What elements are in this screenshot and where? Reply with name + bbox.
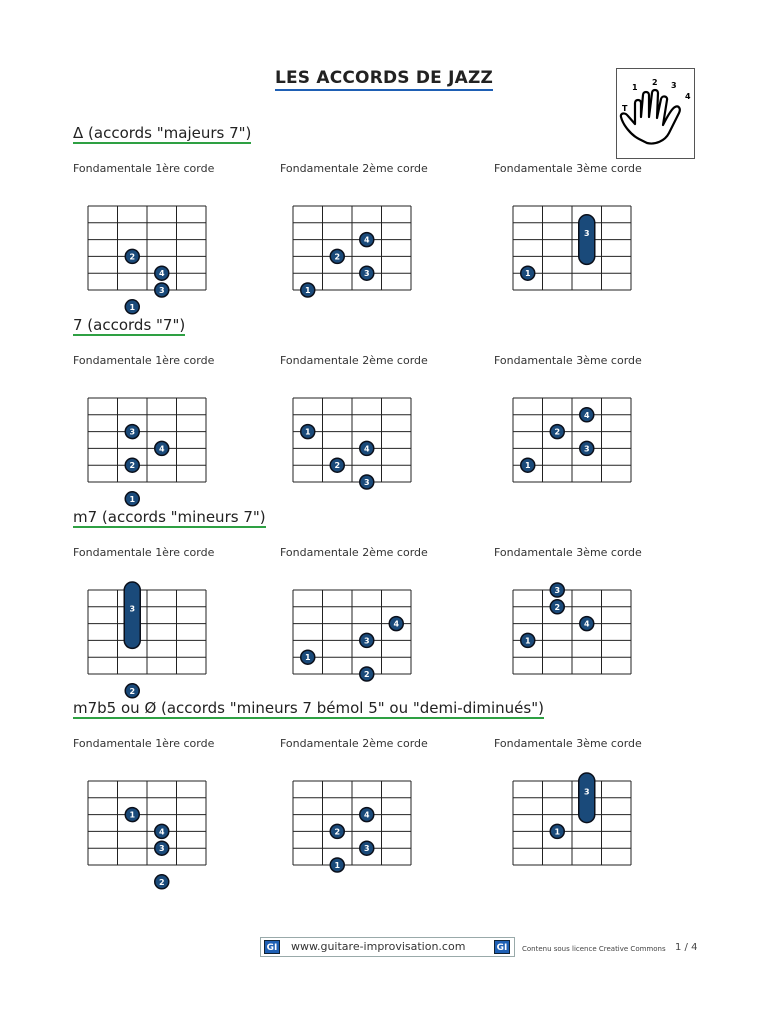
section-title: 7 (accords "7") xyxy=(73,316,186,334)
finger-number: 2 xyxy=(363,670,370,679)
finger-number: 4 xyxy=(158,269,165,279)
finger-number: 1 xyxy=(554,827,561,837)
finger-number: 2 xyxy=(129,461,136,471)
finger-number: 3 xyxy=(554,586,561,595)
diagram-label: Fondamentale 3ème corde xyxy=(494,737,642,750)
diagram-label: Fondamentale 3ème corde xyxy=(494,162,642,175)
diagram-label: Fondamentale 1ère corde xyxy=(73,354,215,367)
finger-number: 3 xyxy=(583,787,590,797)
chord-diagram xyxy=(503,388,641,492)
chord-diagram xyxy=(283,388,421,492)
diagram-label: Fondamentale 2ème corde xyxy=(280,546,428,559)
finger-number: 1 xyxy=(129,494,136,504)
finger-number: 1 xyxy=(129,302,136,312)
chord-diagram xyxy=(283,771,421,875)
finger-number: 3 xyxy=(158,844,165,854)
finger-number: 3 xyxy=(583,229,590,239)
finger-number: 2 xyxy=(334,827,341,837)
finger-label: 3 xyxy=(671,81,677,90)
finger-number: 1 xyxy=(129,810,136,820)
finger-number: 2 xyxy=(334,461,341,471)
finger-number: 2 xyxy=(334,252,341,262)
barre-marker xyxy=(124,582,140,648)
chord-diagram xyxy=(78,196,216,312)
chord-diagram xyxy=(78,580,216,696)
diagram-label: Fondamentale 2ème corde xyxy=(280,354,428,367)
page-title: LES ACCORDS DE JAZZ xyxy=(0,68,768,91)
finger-label: 2 xyxy=(652,78,658,87)
diagram-label: Fondamentale 3ème corde xyxy=(494,354,642,367)
finger-number: 4 xyxy=(363,235,370,245)
chord-diagram xyxy=(503,196,641,300)
barre-marker xyxy=(579,215,595,265)
finger-number: 3 xyxy=(583,444,590,454)
finger-number: 1 xyxy=(304,653,311,663)
page-number: 1 / 4 xyxy=(675,942,698,953)
finger-number: 3 xyxy=(363,269,370,279)
diagram-label: Fondamentale 1ère corde xyxy=(73,546,215,559)
finger-label: 1 xyxy=(632,83,638,92)
diagram-label: Fondamentale 2ème corde xyxy=(280,162,428,175)
finger-number: 2 xyxy=(129,252,136,262)
finger-label: 4 xyxy=(685,92,691,101)
finger-number: 1 xyxy=(524,461,531,471)
chord-diagram xyxy=(283,580,421,684)
diagram-label: Fondamentale 3ème corde xyxy=(494,546,642,559)
finger-number: 1 xyxy=(304,286,311,295)
chord-diagram xyxy=(503,580,641,684)
chord-diagram xyxy=(503,771,641,875)
finger-number: 4 xyxy=(583,619,590,629)
finger-number: 1 xyxy=(304,427,311,437)
diagram-label: Fondamentale 2ème corde xyxy=(280,737,428,750)
finger-number: 3 xyxy=(129,427,136,437)
finger-number: 4 xyxy=(363,444,370,454)
finger-number: 3 xyxy=(129,604,136,614)
chord-diagram xyxy=(78,771,216,887)
finger-number: 2 xyxy=(129,686,136,696)
diagram-label: Fondamentale 1ère corde xyxy=(73,162,215,175)
section-title: m7b5 ou Ø (accords "mineurs 7 bémol 5" ou "demi-diminués") xyxy=(73,699,544,717)
thumb-label: T xyxy=(622,104,628,113)
footer-website-box xyxy=(260,937,515,957)
finger-number: 4 xyxy=(393,619,400,629)
finger-number: 2 xyxy=(554,427,561,437)
finger-number: 3 xyxy=(363,636,370,646)
chord-diagram xyxy=(78,388,216,504)
section-title: Δ (accords "majeurs 7") xyxy=(73,124,252,142)
finger-number: 3 xyxy=(363,844,370,854)
barre-marker xyxy=(579,773,595,823)
finger-number: 4 xyxy=(583,410,590,420)
finger-number: 4 xyxy=(158,444,165,454)
finger-number: 3 xyxy=(363,478,370,487)
site-logo-icon: GI xyxy=(264,940,280,954)
finger-number: 1 xyxy=(524,636,531,646)
hand-fingering-icon xyxy=(616,68,695,159)
finger-number: 1 xyxy=(524,269,531,279)
finger-number: 2 xyxy=(554,602,561,612)
section-title: m7 (accords "mineurs 7") xyxy=(73,508,266,526)
chord-diagram xyxy=(283,196,421,300)
diagram-label: Fondamentale 1ère corde xyxy=(73,737,215,750)
finger-number: 1 xyxy=(334,861,341,870)
website-link[interactable]: www.guitare-improvisation.com xyxy=(291,940,466,953)
license-text: Contenu sous licence Creative Commons xyxy=(522,945,666,953)
finger-number: 3 xyxy=(158,286,165,295)
finger-number: 4 xyxy=(158,827,165,837)
finger-number: 2 xyxy=(158,877,165,887)
finger-number: 4 xyxy=(363,810,370,820)
site-logo-icon: GI xyxy=(494,940,510,954)
